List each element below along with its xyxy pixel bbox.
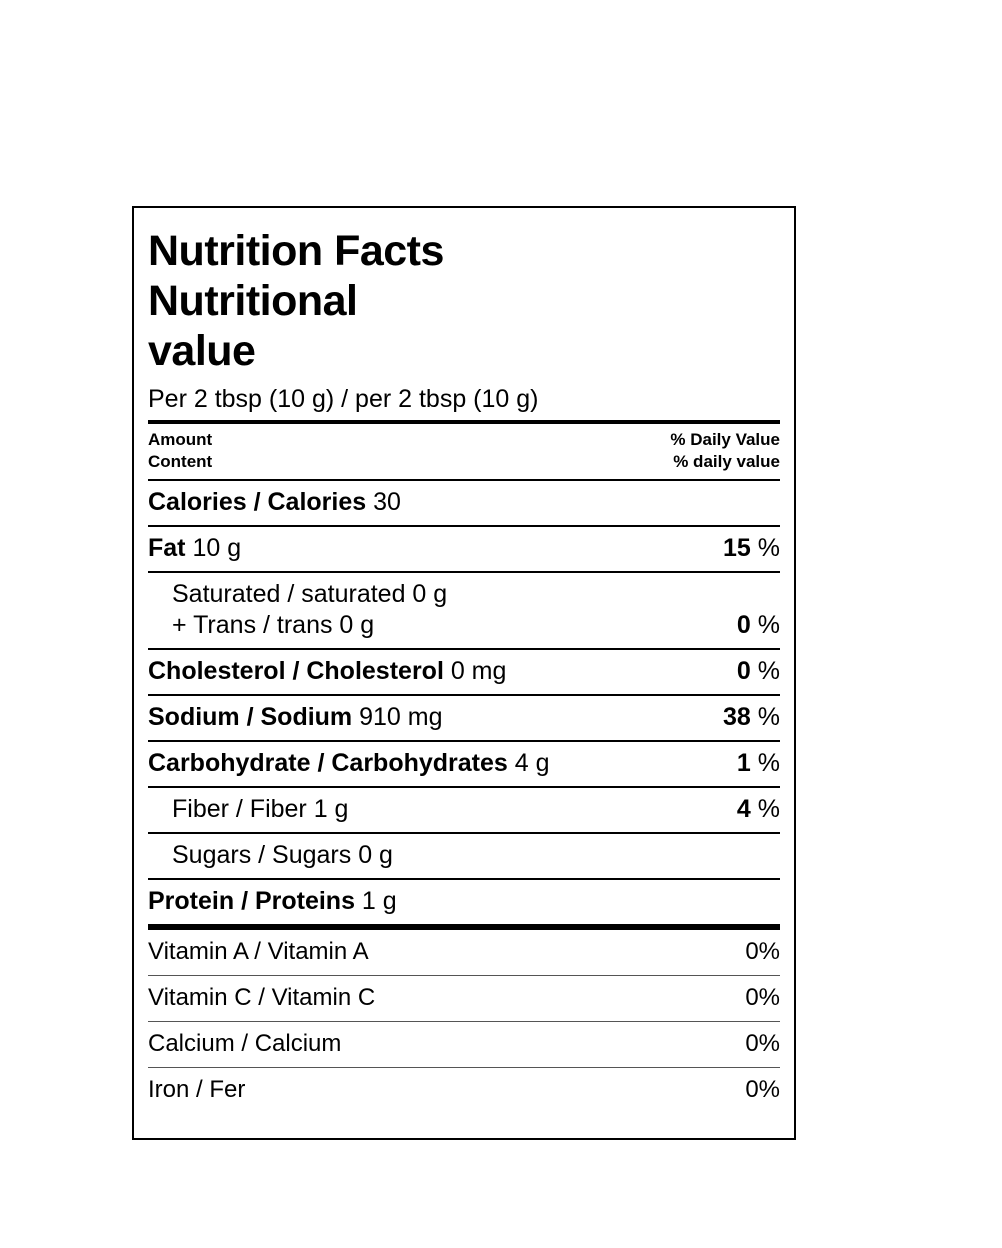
table-row-saturated-trans: [148, 573, 780, 650]
fat-dv-symbol: %: [757, 534, 780, 562]
trans-fat-label: + Trans / trans 0 g: [172, 611, 375, 639]
table-row-sugars: [148, 834, 780, 880]
amount-header: [148, 429, 212, 473]
calcium-label: Calcium / Calcium: [148, 1030, 342, 1057]
iron-value: 0%: [745, 1076, 780, 1103]
carbohydrate-daily-value: [737, 748, 780, 779]
fat-label-value: 10 g: [185, 534, 242, 562]
calories-label-value: 30: [366, 488, 401, 516]
sugars-label: Sugars / Sugars 0 g: [172, 841, 393, 869]
saturated-trans-label: [148, 579, 447, 641]
iron-label: Iron / Fer: [148, 1076, 246, 1103]
nutrition-facts-panel: [132, 206, 796, 1140]
carbohydrate-label: [148, 748, 550, 779]
sodium-dv-number: 38: [723, 703, 751, 731]
label-title-line-1: Nutrition Facts: [148, 227, 444, 275]
table-row-fiber: [148, 788, 780, 834]
nutrition-facts-inner: [148, 208, 780, 1138]
saturated-trans-dv-number: 0: [736, 611, 751, 639]
table-row-vitamin-a: [148, 930, 780, 976]
daily-value-header: [670, 429, 780, 473]
table-row-vitamin-c: [148, 976, 780, 1022]
table-row-protein: [148, 880, 780, 930]
saturated-trans-daily-value: [737, 610, 780, 641]
amount-header-line-2: Content: [148, 452, 213, 471]
sodium-dv-symbol: %: [757, 703, 780, 731]
protein-label-value: 1 g: [354, 887, 397, 915]
cholesterol-dv-symbol: %: [757, 657, 780, 685]
cholesterol-label-bold: Cholesterol / Cholesterol: [148, 657, 444, 685]
sodium-label: [148, 702, 443, 733]
vitamin-a-value: 0%: [745, 938, 780, 965]
carbohydrate-dv-number: 1: [736, 749, 751, 777]
amount-header-line-1: Amount: [148, 430, 213, 449]
table-row-fat: [148, 527, 780, 573]
sodium-label-bold: Sodium / Sodium: [148, 703, 353, 731]
cholesterol-label: [148, 656, 506, 687]
carbohydrate-label-value: 4 g: [507, 749, 550, 777]
saturated-fat-label: Saturated / saturated 0 g: [172, 580, 448, 608]
table-row-carbohydrate: [148, 742, 780, 788]
vitamin-c-value: 0%: [745, 984, 780, 1011]
table-row-iron: [148, 1068, 780, 1113]
label-title: [148, 208, 780, 376]
fiber-dv-number: 4: [736, 795, 751, 823]
protein-label-bold: Protein / Proteins: [148, 887, 355, 915]
fat-label-bold: Fat: [148, 534, 186, 562]
fiber-dv-symbol: %: [757, 795, 780, 823]
vitamin-c-label: Vitamin C / Vitamin C: [148, 984, 376, 1011]
sodium-daily-value: [723, 702, 780, 733]
vitamin-a-label: Vitamin A / Vitamin A: [148, 938, 369, 965]
serving-size-text: Per 2 tbsp (10 g) / per 2 tbsp (10 g): [148, 376, 780, 424]
daily-value-header-line-2: % daily value: [673, 452, 780, 471]
cholesterol-dv-number: 0: [736, 657, 751, 685]
label-title-line-2: Nutritional: [148, 277, 358, 325]
label-title-line-3: value: [148, 327, 256, 375]
table-row-calories: [148, 481, 780, 527]
carbohydrate-dv-symbol: %: [757, 749, 780, 777]
amount-daily-value-header: [148, 424, 780, 481]
fat-label: [148, 533, 241, 564]
fiber-label: Fiber / Fiber 1 g: [172, 795, 349, 823]
calcium-value: 0%: [745, 1030, 780, 1057]
daily-value-header-line-1: % Daily Value: [670, 430, 780, 449]
calories-label-bold: Calories / Calories: [148, 488, 367, 516]
fat-daily-value: [723, 533, 780, 564]
cholesterol-daily-value: [737, 656, 780, 687]
fiber-daily-value: [737, 794, 780, 825]
table-row-sodium: [148, 696, 780, 742]
sodium-label-value: 910 mg: [352, 703, 443, 731]
carbohydrate-label-bold: Carbohydrate / Carbohydrates: [148, 749, 508, 777]
protein-label: [148, 886, 397, 917]
calories-label: [148, 487, 401, 518]
cholesterol-label-value: 0 mg: [443, 657, 507, 685]
saturated-trans-dv-symbol: %: [757, 611, 780, 639]
table-row-calcium: [148, 1022, 780, 1068]
fat-dv-number: 15: [723, 534, 751, 562]
table-row-cholesterol: [148, 650, 780, 696]
